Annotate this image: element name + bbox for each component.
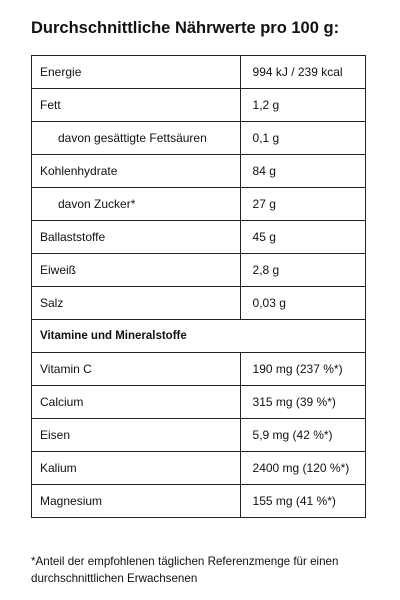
row-value: 155 mg (41 %*) [240,485,365,518]
row-label: Kalium [32,452,241,485]
table-row-fat [32,89,366,122]
row-value: 2400 mg (120 %*) [240,452,365,485]
row-value: 315 mg (39 %*) [240,386,365,419]
table-row-calcium [32,386,366,419]
row-label: davon gesättigte Fettsäuren [32,122,241,155]
nutrition-heading: Durchschnittliche Nährwerte pro 100 g: [31,19,340,37]
row-value: 45 g [240,221,365,254]
row-label: Magnesium [32,485,241,518]
table-row-protein [32,254,366,287]
row-value: 27 g [240,188,365,221]
row-value: 1,2 g [240,89,365,122]
table-row-sugar [32,188,366,221]
table-row-vitamin-c [32,353,366,386]
table-row-salt [32,287,366,320]
nutrition-table [31,55,366,518]
table-row-fiber [32,221,366,254]
row-label: davon Zucker* [32,188,241,221]
table-section-header [32,320,366,353]
table-row-saturated-fat [32,122,366,155]
section-title: Vitamine und Mineralstoffe [32,320,366,353]
row-label: Fett [32,89,241,122]
row-value: 0,1 g [240,122,365,155]
row-label: Kohlenhydrate [32,155,241,188]
row-label: Eisen [32,419,241,452]
row-label: Vitamin C [32,353,241,386]
row-value: 994 kJ / 239 kcal [240,56,365,89]
row-value: 5,9 mg (42 %*) [240,419,365,452]
row-value: 190 mg (237 %*) [240,353,365,386]
row-label: Ballaststoffe [32,221,241,254]
footnote: *Anteil der empfohlenen täglichen Referenzmenge für einen durchschnittlichen Erwachsenen [31,555,339,585]
table-row-potassium [32,452,366,485]
table-row-carbohydrates [32,155,366,188]
row-value: 84 g [240,155,365,188]
row-value: 2,8 g [240,254,365,287]
row-label: Calcium [32,386,241,419]
table-row-magnesium [32,485,366,518]
table-row-energy [32,56,366,89]
table-row-iron [32,419,366,452]
row-value: 0,03 g [240,287,365,320]
row-label: Eiweiß [32,254,241,287]
row-label: Energie [32,56,241,89]
row-label: Salz [32,287,241,320]
